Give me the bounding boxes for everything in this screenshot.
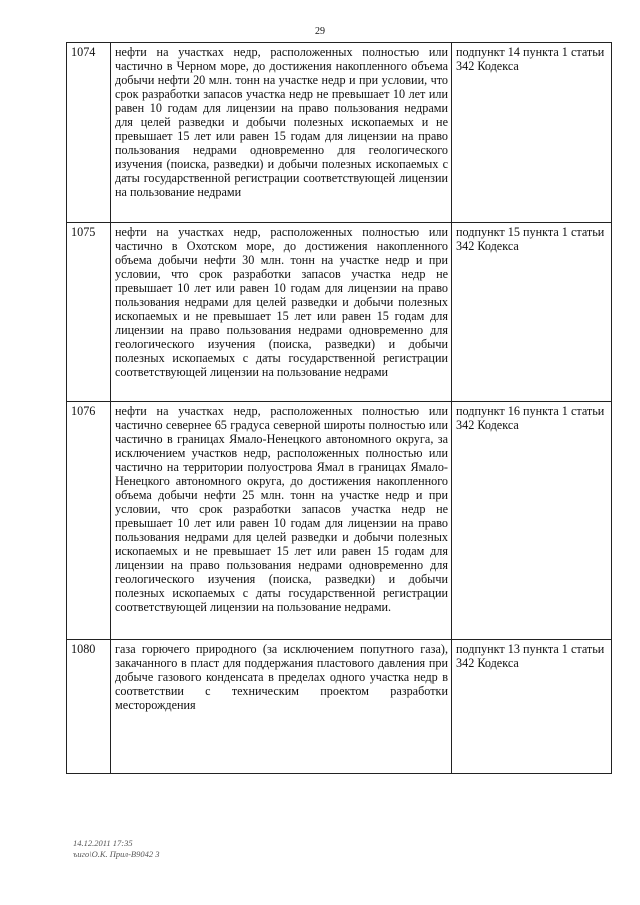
row-code: 1074 (67, 43, 111, 223)
row-reference: подпункт 16 пункта 1 статьи 342 Кодекса (452, 402, 612, 640)
table-row (67, 223, 612, 402)
row-description: газа горючего природного (за исключением попутного газа), закачанного в пласт для поддержания пластового давления при добыче газового конденсата в пределах одного участка недр в соответствии с техническим проектом разработки месторождения (111, 640, 452, 774)
row-description: нефти на участках недр, расположенных полностью или частично в Охотском море, до достижения накопленного объема добычи нефти 30 млн. тонн на участке недр и при условии, что срок разработки запасов участка недр не превышает 10 лет или равен 10 годам для лицензии на право пользования недрами для целей разведки и добычи полезных ископаемых и не превышает 15 лет или равен 15 годам для лицензии на право пользования недрами одновременно для геологического изучения (поиска, разведки) и добычи полезных ископаемых с даты государственной регистрации соответствующей лицензии на пользование недрами (111, 223, 452, 402)
row-code: 1080 (67, 640, 111, 774)
table-row (67, 43, 612, 223)
table-row (67, 640, 612, 774)
document-footer-stamp (73, 838, 160, 860)
tax-code-table (66, 42, 612, 774)
footer-timestamp: 14.12.2011 17:35 (73, 838, 133, 848)
row-code: 1075 (67, 223, 111, 402)
row-reference: подпункт 15 пункта 1 статьи 342 Кодекса (452, 223, 612, 402)
row-reference: подпункт 14 пункта 1 статьи 342 Кодекса (452, 43, 612, 223)
row-description: нефти на участках недр, расположенных полностью или частично севернее 65 градуса северной широты полностью или частично в границах Ямало-Ненецкого автономного округа, за исключением участков недр, расположенных полностью или частично на территории полуострова Ямал в границах Ямало-Ненецкого автономного округа, до достижения накопленного объема добычи нефти 25 млн. тонн на участке недр и при условии, что срок разработки запасов участка недр не превышает 10 лет или равен 10 годам для лицензии на право пользования недрами для целей разведки и добычи полезных ископаемых и не превышает 15 лет или равен 15 годам для лицензии на право пользования недрами одновременно для геологического изучения (поиска, разведки) и добычи полезных ископаемых с даты государственной регистрации соответствующей лицензии на пользование недрами. (111, 402, 452, 640)
table-row (67, 402, 612, 640)
row-reference: подпункт 13 пункта 1 статьи 342 Кодекса (452, 640, 612, 774)
row-code: 1076 (67, 402, 111, 640)
page-number: 29 (315, 26, 325, 37)
row-description: нефти на участках недр, расположенных полностью или частично в Черном море, до достижения накопленного объема добычи нефти 20 млн. тонн на участке недр и при условии, что срок разработки запасов участка недр не превышает 10 лет или равен 10 годам для лицензии на право пользования недрами для целей разведки и добычи полезных ископаемых и не превышает 15 лет или равен 15 годам для лицензии на право пользования недрами одновременно для геологического изучения (поиска, разведки) и добычи полезных ископаемых с даты государственной регистрации соответствующей лицензии на пользование недрами (111, 43, 452, 223)
footer-file-reference: ъиго\О.К. Прил-В9042 3 (73, 849, 160, 859)
